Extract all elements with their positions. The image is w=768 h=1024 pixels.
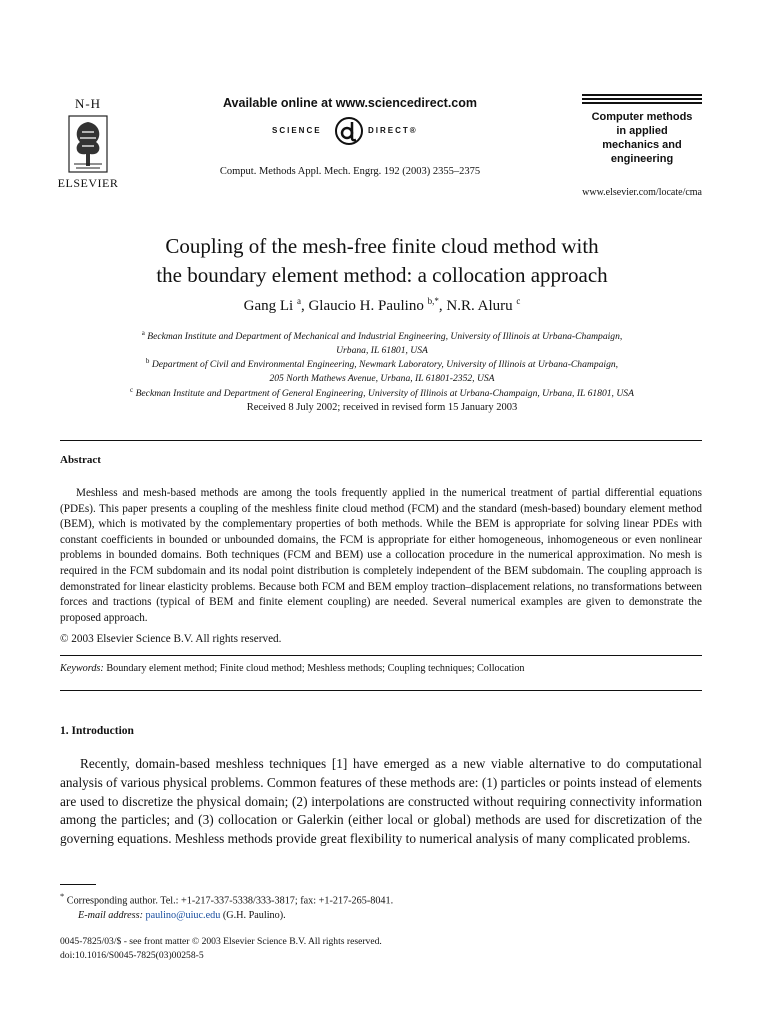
journal-title-line: engineering [610,153,674,165]
issn-line: 0045-7825/03/$ - see front matter © 2003 Elsevier Science B.V. All rights reserved. [60,936,382,947]
author-mark: a [296,296,301,306]
journal-url[interactable]: www.elsevier.com/locate/cma [582,187,702,198]
affiliation-text: Department of Civil and Environmental Engineering, Newmark Laboratory, University of Illinois at Urbana-Champaign, [151,359,619,371]
author-name: Gang Li [243,298,294,314]
front-matter [60,935,382,963]
corresponding-author-note [60,889,702,908]
affiliation-text: Urbana, IL 61801, USA [336,345,428,357]
email-line [60,908,702,923]
affiliation-b [60,354,704,386]
available-online-text: Available online at www.sciencedirect.com [222,96,478,110]
keywords [60,663,702,674]
title-line-2: the boundary element method: a collocation approach [156,263,608,287]
abstract-heading: Abstract [60,454,101,466]
author-separator: , [438,298,447,314]
author-list [60,296,704,315]
section-heading: 1. Introduction [60,725,134,737]
publisher-logo [52,96,124,191]
affiliation-c [60,383,704,401]
masthead-rule [582,102,702,104]
affiliation-text: Beckman Institute and Department of General Engineering, University of Illinois at Urbana-Champaign, Urbana, IL 61801, USA [135,388,634,400]
journal-masthead [582,94,702,166]
publisher-mark: N-H [74,96,102,111]
email-link[interactable]: paulino@uiuc.edu [145,910,221,922]
footnote [60,889,702,923]
sciencedirect-right: DIRECT® [368,126,418,135]
sciencedirect-left: SCIENCE [272,126,322,135]
masthead-rule [582,94,702,96]
author-mark: b,* [427,296,439,306]
email-label: E-mail address: [78,910,143,922]
journal-title-line: Computer methods [591,111,693,123]
divider [60,440,702,441]
author-separator: , [300,298,309,314]
corresponding-text: Corresponding author. Tel.: +1-217-337-5338/333-3817; fax: +1-217-265-8041. [66,895,394,907]
journal-title [582,110,702,166]
affiliation-text: 205 North Mathews Avenue, Urbana, IL 61801-2352, USA [269,373,495,385]
sciencedirect-at-icon [334,116,364,146]
intro-paragraph: Recently, domain-based meshless techniques [1] have emerged as a new viable alternative to do computational analysis of various physical problems. Common features of these methods are: (1) particles or points instead of elements are used to discretize the physical domain; (2) interpolations are constructed without requiring connectivity information among the particles; and (3) collocation or Galerkin (either local or global) methods are used for discretization of the governing equations. Meshless methods provide great flexibility to numerical analysis of many complicated problems. [60,756,702,847]
keywords-list: Boundary element method; Finite cloud method; Meshless methods; Coupling techniques; Collocation [106,663,525,674]
divider [60,655,702,656]
author-name: N.R. Aluru [446,298,513,314]
tree-emblem-icon [66,114,110,174]
divider [60,690,702,691]
journal-title-line: in applied [616,125,668,137]
author-name: Glaucio H. Paulino [308,298,424,314]
footnote-mark: * [60,891,65,901]
received-dates: Received 8 July 2002; received in revised form 15 January 2003 [246,402,518,413]
abstract-text: Meshless and mesh-based methods are among the tools frequently applied in the numerical treatment of partial differential equations (PDEs). This paper presents a coupling of the meshless finite cloud method (FCM) and the standard (mesh-based) boundary element method (BEM), which is motivated by the complementary properties of both methods. While the BEM is appropriate for solving linear PDEs with constant coefficients in bounded or unbounded domains, the FCM is appropriate for either homogeneous, inhomogeneous or even nonlinear problems in bounded domains. Both techniques (FCM and BEM) use a collocation procedure in the numerical approximation. No mesh is required in the FCM subdomain and its nodal point distribution is completely independent of the BEM subdomain. The coupling approach is demonstrated for linear elasticity problems. Because both FCM and BEM employ traction–displacement relations, no transformations between forces and tractions (typical of BEM and finite element coupling) are needed. Several numerical examples are given to demonstrate the proposed approach. [60,487,702,624]
email-suffix: (G.H. Paulino). [222,910,286,922]
journal-citation: Comput. Methods Appl. Mech. Engrg. 192 (2003) 2355–2375 [219,166,481,177]
keywords-label: Keywords: [60,663,104,674]
masthead-rule [582,98,702,100]
doi-line: doi:10.1016/S0045-7825(03)00258-5 [60,950,204,961]
author-mark: c [516,296,521,306]
footnote-rule [60,884,96,885]
affiliation-mark: c [130,386,134,394]
affiliation-mark: b [145,357,150,365]
publisher-name: ELSEVIER [57,176,119,190]
affiliation-mark: a [141,329,145,337]
affiliation-text: Beckman Institute and Department of Mechanical and Industrial Engineering, University of Illinois at Urbana-Champaign, [147,331,623,343]
title-line-1: Coupling of the mesh-free finite cloud method with [165,234,599,258]
journal-title-line: mechanics and [602,139,682,151]
copyright-notice: © 2003 Elsevier Science B.V. All rights reserved. [60,633,282,645]
paper-title [60,232,704,290]
sciencedirect-logo [250,116,450,148]
